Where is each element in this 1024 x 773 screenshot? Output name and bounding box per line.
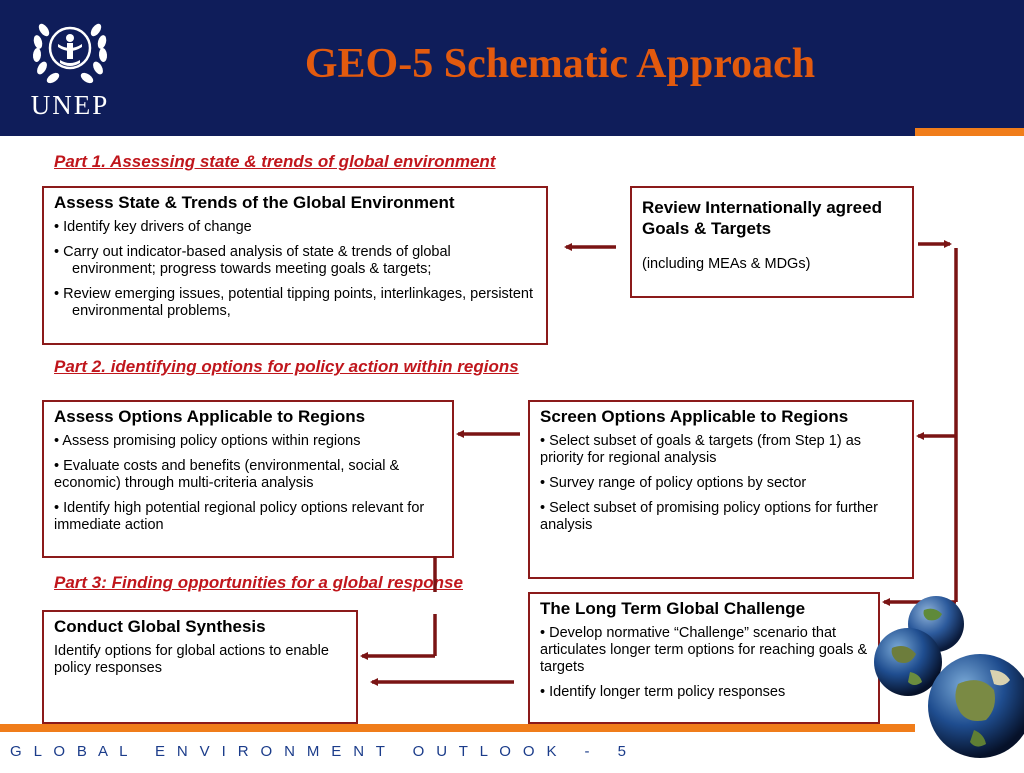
global-synthesis-text: Identify options for global actions to enable policy responses <box>54 643 329 676</box>
footer-bar <box>0 724 915 732</box>
assess-state-bullet-1: • Identify key drivers of change <box>54 219 252 235</box>
screen-options-bullet-2: • Survey range of policy options by sector <box>540 475 807 491</box>
footer-text: G L O B A L E N V I R O N M E N T O U T L O O K - 5 <box>10 743 628 760</box>
screen-options-title: Screen Options Applicable to Regions <box>540 407 849 426</box>
assess-state-bullet-3: • Review emerging issues, potential tipping points, interlinkages, persistent environmental problems, <box>54 286 533 319</box>
assess-options-bullet-1: • Assess promising policy options within regions <box>54 433 361 449</box>
assess-options-title: Assess Options Applicable to Regions <box>54 407 366 426</box>
part-1-heading: Part 1. Assessing state & trends of global environment <box>54 152 496 171</box>
assess-state-title: Assess State & Trends of the Global Environment <box>54 193 455 212</box>
long-term-bullet-1: • Develop normative “Challenge” scenario that articulates longer term options for reaching goals & targets <box>540 625 868 675</box>
assess-options-bullet-3: • Identify high potential regional policy options relevant for immediate action <box>54 500 425 533</box>
long-term-challenge-title: The Long Term Global Challenge <box>540 599 806 618</box>
screen-options-bullet-1: • Select subset of goals & targets (from Step 1) as priority for regional analysis <box>540 433 862 466</box>
review-goals-title: Review Internationally agreed Goals & Targets <box>642 198 882 238</box>
globe-icon <box>870 590 1024 768</box>
logo-text: UNEP <box>30 90 110 120</box>
assess-state-bullet-2: • Carry out indicator-based analysis of state & trends of global environment; progress towards meeting goals & targets; <box>54 244 451 277</box>
long-term-bullet-2: • Identify longer term policy responses <box>540 684 786 700</box>
screen-options-bullet-3: • Select subset of promising policy options for further analysis <box>540 500 878 533</box>
part-3-heading: Part 3: Finding opportunities for a global response <box>54 573 463 592</box>
global-synthesis-title: Conduct Global Synthesis <box>54 617 266 636</box>
page-title: GEO-5 Schematic Approach <box>304 41 816 87</box>
assess-options-bullet-2: • Evaluate costs and benefits (environmental, social & economic) through multi-criteria analysis <box>54 458 400 491</box>
review-goals-note: (including MEAs & MDGs) <box>642 256 811 272</box>
part-2-heading: Part 2. identifying options for policy action within regions <box>54 357 519 376</box>
